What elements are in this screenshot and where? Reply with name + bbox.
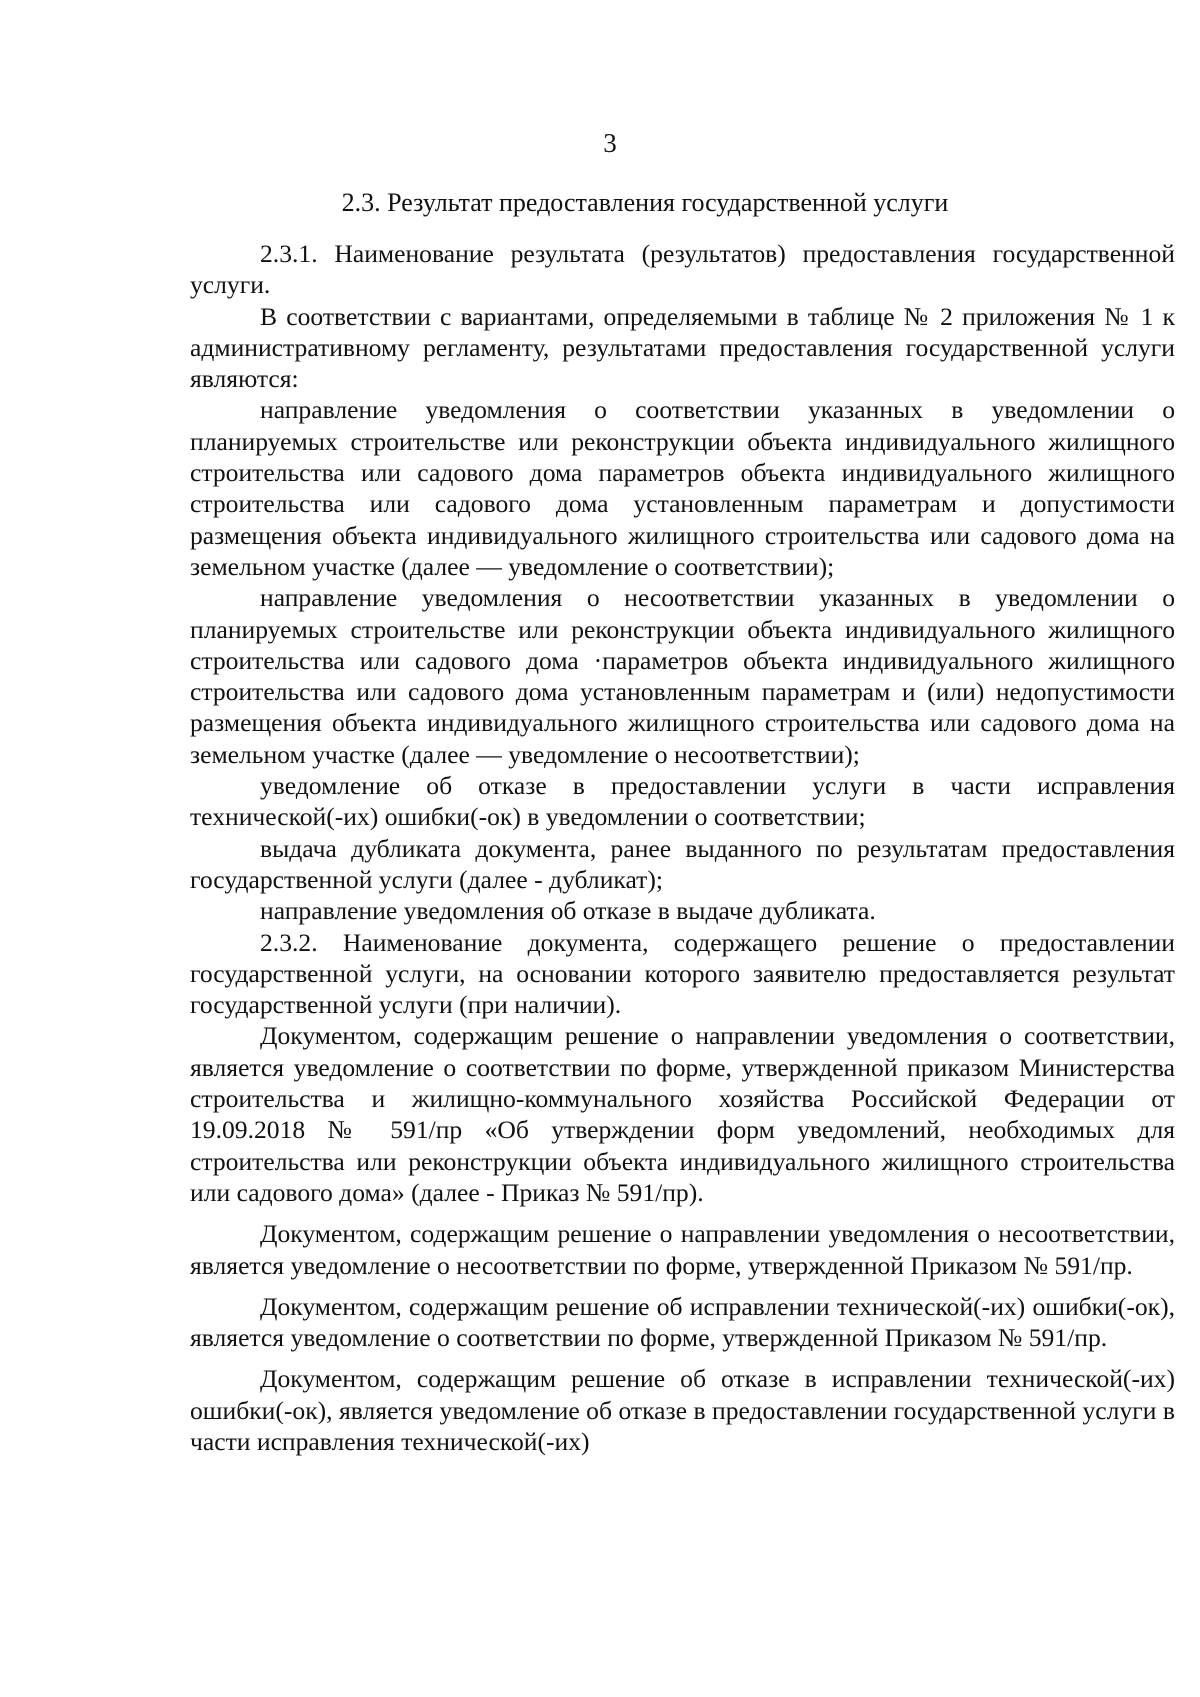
paragraph-result-conformity: направление уведомления о соответствии указанных в уведомлении о планируемых строительстве или реконструкции объекта индивидуального жилищного строительства или садового дома параметров объекта индивидуального жилищного строительства или садового дома установленным параметрам и допустимости размещения объекта индивидуального жилищного строительства или садового дома на земельном участке (далее — уведомление о соответствии);	[190, 395, 1175, 581]
paragraph-document-conformity: Документом, содержащим решение о направлении уведомления о соответствии, является уведомление о соответствии по форме, утвержденной приказом Министерства строительства и жилищно-коммунального хозяйства Российской Федерации от 19.09.2018 № 591/пр «Об утверждении форм уведомлений, необходимых для строительства или реконструкции объекта индивидуального жилищного строительства или садового дома» (далее - Приказ № 591/пр).	[190, 1021, 1175, 1207]
paragraph-document-refusal-correction: Документом, содержащим решение об отказе в исправлении технической(-их) ошибки(-ок), является уведомление об отказе в предоставлении государственной услуги в части исправления технической(-их)	[190, 1364, 1175, 1456]
paragraph-results-intro: В соответствии с вариантами, определяемыми в таблице № 2 приложения № 1 к административному регламенту, результатами предоставления государственной услуги являются:	[190, 301, 1175, 394]
paragraph-2-3-1-title: 2.3.1. Наименование результата (результатов) предоставления государственной услуги.	[190, 239, 1175, 300]
paragraph-result-duplicate: выдача дубликата документа, ранее выданного по результатам предоставления государственной услуги (далее - дубликат);	[190, 833, 1175, 894]
page-number: 3	[603, 128, 617, 158]
paragraph-document-nonconformity: Документом, содержащим решение о направлении уведомления о несоответствии, является уведомление о несоответствии по форме, утвержденной Приказом № 591/пр.	[190, 1219, 1175, 1280]
paragraph-result-refusal-duplicate: направление уведомления об отказе в выдаче дубликата.	[260, 896, 876, 926]
paragraph-2-3-2-title: 2.3.2. Наименование документа, содержащего решение о предоставлении государственной услуги, на основании которого заявителю предоставляется результат государственной услуги (при наличии).	[190, 927, 1175, 1020]
section-heading: 2.3. Результат предоставления государственной услуги	[341, 188, 949, 217]
paragraph-result-nonconformity: направление уведомления о несоответствии указанных в уведомлении о планируемых строительстве или реконструкции объекта индивидуального жилищного строительства или садового дома ·параметров объекта индивидуального жилищного строительства или садового дома установленным параметрам и (или) недопустимости размещения объекта индивидуального жилищного строительства или садового дома на земельном участке (далее — уведомление о несоответствии);	[190, 583, 1175, 769]
document-body	[190, 238, 1175, 1457]
paragraph-document-correction: Документом, содержащим решение об исправлении технической(-их) ошибки(-ок), является уведомление о соответствии по форме, утвержденной Приказом № 591/пр.	[190, 1291, 1175, 1353]
paragraph-result-refusal-correction: уведомление об отказе в предоставлении услуги в части исправления технической(-их) ошибки(-ок) в уведомлении о соответствии;	[190, 771, 1175, 832]
